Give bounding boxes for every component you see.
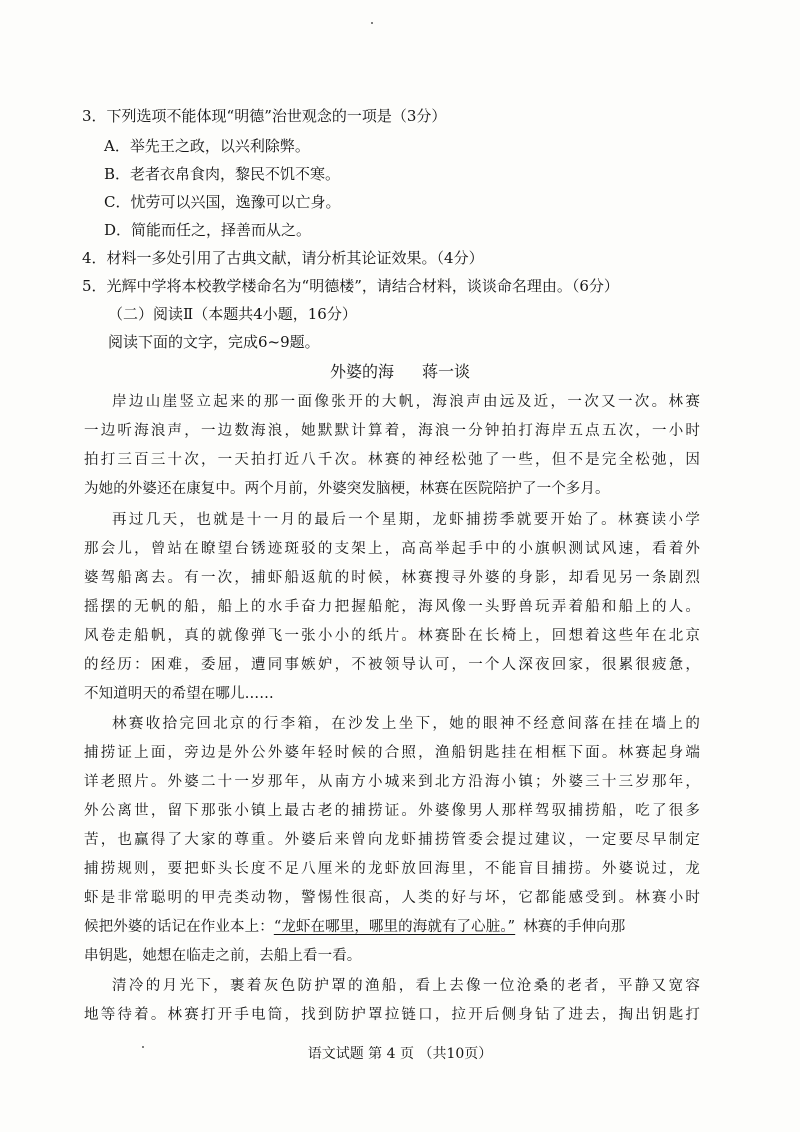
article-author: 蒋一谈 [422, 362, 471, 381]
option-a: A．举先王之政，以兴利除弊。 [104, 137, 310, 155]
option-b: B．老者衣帛食肉，黎民不饥不寒。 [104, 165, 341, 183]
article-line-fragment: 林赛的手伸向那 [523, 919, 626, 935]
article-line: 外公离世，留下那张小镇上最古老的捕捞证。外婆像男人那样驾驭捕捞船，吃了很多 [84, 803, 700, 819]
section-instruction: 阅读下面的文字，完成6~9题。 [108, 333, 320, 351]
article-line: 捕捞规则，要把虾头长度不足八厘米的龙虾放回海里，不能盲目捕捞。外婆说过，龙 [84, 861, 700, 877]
underlined-quote: “龙虾在哪里，哪里的海就有了心脏。” [273, 919, 516, 935]
article-line: 婆驾船离去。有一次，捕虾船返航的时候，林赛搜寻外婆的身影，却看见另一条剧烈 [84, 570, 700, 586]
article-line: 风卷走船帆，真的就像弹飞一张小小的纸片。林赛卧在长椅上，回想着这些年在北京 [84, 628, 700, 644]
article-line: 地等待着。林赛打开手电筒，找到防护罩拉链口，拉开后侧身钻了进去，掏出钥匙打 [84, 1007, 700, 1023]
article-line: 那会儿，曾站在瞭望台锈迹斑驳的支架上，高高举起手中的小旗帜测试风速，看着外 [84, 541, 700, 557]
option-d: D．简能而任之，择善而从之。 [104, 221, 312, 239]
scan-speck [371, 22, 373, 24]
article-line-fragment: 候把外婆的话记在作业本上： [84, 919, 274, 935]
article-line: 不知道明天的希望在哪儿…… [84, 686, 274, 702]
question-4: 4．材料一多处引用了古典文献，请分析其论证效果。（4分） [82, 249, 484, 267]
question-5: 5．光辉中学将本校教学楼命名为“明德楼”，请结合材料，谈谈命名理由。（6分） [82, 277, 619, 295]
page-footer: 语文试题 第 4 页 （共10页） [307, 1046, 493, 1062]
article-line-with-quote [84, 917, 700, 937]
article-line: 为她的外婆还在康复中。两个月前，外婆突发脑梗，林赛在医院陪护了一个多月。 [84, 481, 610, 497]
article-line: 的经历：困难，委屈，遭同事嫉妒，不被领导认可，一个人深夜回家，很累很疲惫， [84, 657, 700, 673]
article-line: 苦，也赢得了大家的尊重。外婆后来曾向龙虾捕捞管委会提过建议，一定要尽早制定 [84, 832, 700, 848]
article-line: 摇摆的无帆的船，船上的水手奋力把握船舵，海风像一头野兽玩弄着船和船上的人。 [84, 599, 700, 615]
article-line: 再过几天，也就是十一月的最后一个星期，龙虾捕捞季就要开始了。林赛读小学 [112, 512, 700, 528]
article-line: 虾是非常聪明的甲壳类动物，警惕性很高，人类的好与坏，它都能感受到。林赛小时 [84, 890, 700, 906]
article-title-line [0, 362, 800, 382]
section-heading: （二）阅读Ⅱ（本题共4小题，16分） [108, 305, 357, 323]
article-title: 外婆的海 [329, 362, 394, 381]
article-line: 串钥匙，她想在临走之前，去船上看一看。 [84, 948, 362, 964]
article-line: 捕捞证上面，旁边是外公外婆年轻时候的合照，渔船钥匙挂在相框下面。林赛起身端 [84, 745, 700, 761]
article-line: 清冷的月光下，裹着灰色防护罩的渔船，看上去像一位沧桑的老者，平静又宽容 [112, 978, 700, 994]
article-line: 拍打三百三十次，一天拍打近八千次。林赛的神经松弛了一些，但不是完全松弛，因 [84, 452, 700, 468]
article-line: 林赛收拾完回北京的行李箱，在沙发上坐下，她的眼神不经意间落在挂在墙上的 [112, 716, 700, 732]
option-c: C．忧劳可以兴国，逸豫可以亡身。 [104, 193, 341, 211]
question-3: 3．下列选项不能体现“明德”治世观念的一项是（3分） [82, 107, 447, 125]
article-line: 岸边山崖竖立起来的那一面像张开的大帆，海浪声由远及近，一次又一次。林赛 [112, 394, 700, 410]
article-line: 一边听海浪声，一边数海浪，她默默计算着，海浪一分钟拍打海岸五点五次，一小时 [84, 423, 700, 439]
article-line: 详老照片。外婆二十一岁那年，从南方小城来到北方沿海小镇；外婆三十三岁那年， [84, 774, 700, 790]
